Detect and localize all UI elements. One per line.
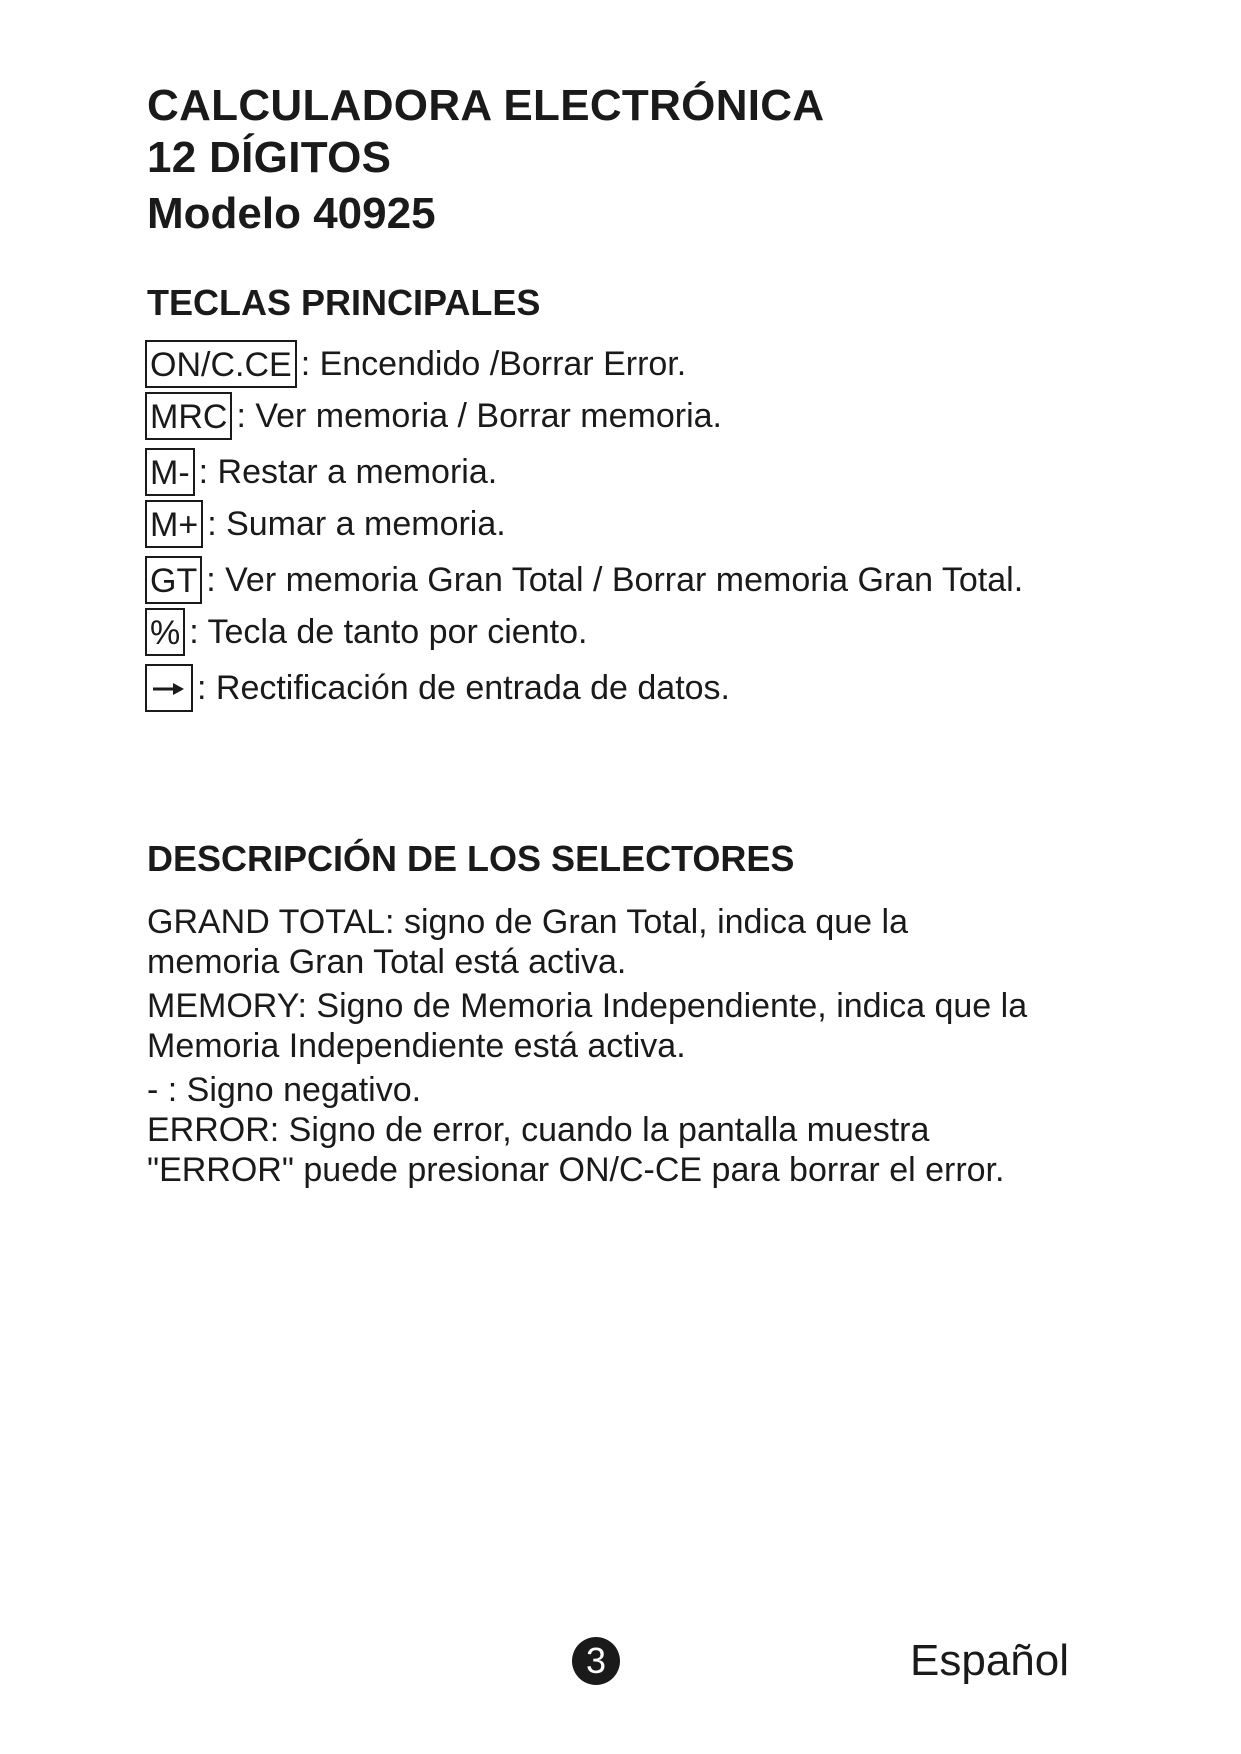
key-row-mrc [145, 392, 1023, 440]
selectors-description [147, 902, 1047, 1194]
document-title [147, 80, 824, 184]
key-row-on-cce [145, 340, 1023, 388]
selector-memory: MEMORY: Signo de Memoria Independiente, indica que la Memoria Independiente está activa. [147, 987, 1028, 1065]
key-label-on-cce: ON/C.CE [145, 340, 297, 388]
key-row-percent [145, 608, 1023, 656]
keys-section-heading: TECLAS PRINCIPALES [147, 282, 541, 323]
key-label-m-plus: M+ [145, 500, 203, 548]
key-description: : Ver memoria Gran Total / Borrar memoria Gran Total. [206, 561, 1024, 599]
key-row-arrow [145, 664, 1023, 712]
key-description: : Rectificación de entrada de datos. [197, 669, 730, 707]
key-description: : Tecla de tanto por ciento. [189, 613, 588, 651]
key-row-gt [145, 556, 1023, 604]
selector-grand-total: GRAND TOTAL: signo de Gran Total, indica que la memoria Gran Total está activa. [147, 903, 908, 981]
key-description: : Ver memoria / Borrar memoria. [236, 397, 722, 435]
title-line-2: 12 DÍGITOS [147, 133, 392, 182]
language-label: Español [910, 1636, 1070, 1685]
key-description: : Restar a memoria. [198, 453, 498, 491]
keys-list [145, 340, 1023, 712]
key-label-gt: GT [145, 556, 202, 604]
key-row-m-plus [145, 500, 1023, 548]
model-number: Modelo 40925 [147, 189, 436, 238]
key-label-mrc: MRC [145, 392, 232, 440]
right-arrow-icon [145, 664, 193, 712]
key-label-m-minus: M- [145, 448, 195, 496]
selector-negative: - : Signo negativo. [147, 1071, 422, 1109]
selectors-section-heading: DESCRIPCIÓN DE LOS SELECTORES [147, 838, 795, 879]
selector-error: ERROR: Signo de error, cuando la pantalla muestra "ERROR" puede presionar ON/C-CE para borrar el error. [147, 1111, 1005, 1189]
key-row-m-minus [145, 448, 1023, 496]
key-label-percent: % [145, 608, 185, 656]
title-line-1: CALCULADORA ELECTRÓNICA [147, 81, 825, 130]
page-number-badge: 3 [572, 1637, 620, 1685]
key-description: : Sumar a memoria. [207, 505, 506, 543]
key-description: : Encendido /Borrar Error. [300, 345, 687, 383]
